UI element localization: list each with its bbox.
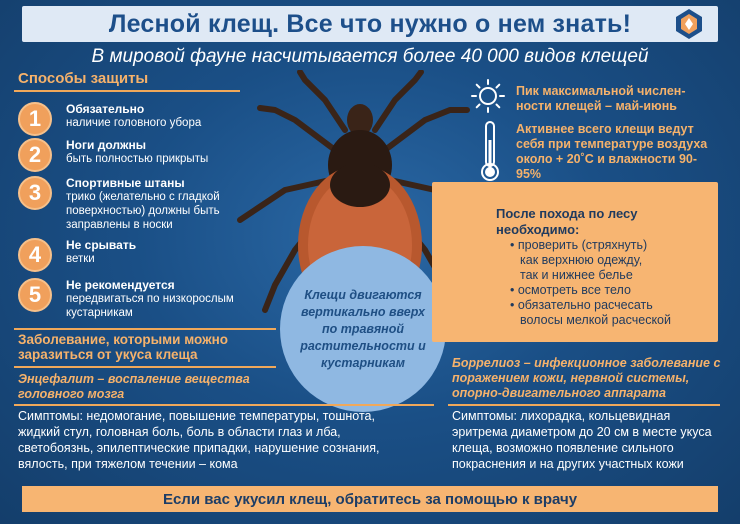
list-item: так и нижнее белье xyxy=(520,268,633,282)
protection-desc: ветки xyxy=(66,253,95,265)
borreliosis-title: Боррелиоз – инфекционное заболевание с поражением кожи, нервной системы, опорно-двигательного аппарата xyxy=(452,356,721,400)
diseases-heading: Заболевание, которыми можно заразиться от укуса клеща xyxy=(18,332,229,362)
divider xyxy=(14,404,434,406)
protection-heading: Способы защиты xyxy=(18,70,149,87)
protection-desc: передвигаться по низкорослым кустарникам xyxy=(66,293,234,319)
protection-title: Обязательно xyxy=(66,102,145,116)
emblem-icon xyxy=(674,8,704,40)
divider xyxy=(14,90,240,92)
thermometer-icon xyxy=(478,120,502,182)
protection-item xyxy=(18,176,246,232)
number-badge: 2 xyxy=(18,138,52,172)
protection-desc: быть полностью прикрыты xyxy=(66,153,209,165)
protection-title: Ноги должны xyxy=(66,138,146,152)
encephalitis-symptoms: Симптомы: недомогание, повышение температуры, тошнота, жидкий стул, головная боль, боль в области глаз и лба, светобоязнь, эпилептические припадки, нарушение сознания, вялость, при тяжелом течении – кома xyxy=(18,409,380,471)
protection-desc: наличие головного убора xyxy=(66,117,202,129)
number-badge: 1 xyxy=(18,102,52,136)
list-item: • проверить (стряхнуть) xyxy=(510,238,648,252)
list-item: • осмотреть все тело xyxy=(510,283,631,297)
list-item: как верхнюю одежду, xyxy=(520,253,643,267)
divider xyxy=(14,366,276,368)
protection-item xyxy=(18,138,266,172)
protection-title: Не рекомендуется xyxy=(66,278,175,292)
movement-info-text: Клещи двигаются вертикально вверх по травяной растительности и кустарникам xyxy=(300,287,426,370)
subtitle: В мировой фауне насчитывается более 40 000 видов клещей xyxy=(91,46,649,67)
protection-title: Не срывать xyxy=(66,238,137,252)
protection-item xyxy=(18,278,256,320)
number-badge: 3 xyxy=(18,176,52,210)
divider xyxy=(14,328,276,330)
peak-fact: Пик максимальной числен-ности клещей – май-июнь xyxy=(516,84,686,113)
page-title: Лесной клещ. Все что нужно о нем знать! xyxy=(108,9,632,38)
list-item: • обязательно расчесать xyxy=(510,298,653,312)
protection-item xyxy=(18,238,266,272)
borreliosis-symptoms: Симптомы: лихорадка, кольцевидная эритрема диаметром до 20 см в месте укуса клеща, возможно появление сильного покраснения и на других участных кожи xyxy=(452,409,712,471)
sun-icon xyxy=(470,78,506,114)
protection-desc: трико (желательно с гладкой поверхностью) должны быть заправлены в носки xyxy=(66,191,220,231)
title-bar xyxy=(22,6,718,42)
divider xyxy=(448,404,720,406)
footer-text: Если вас укусил клещ, обратитесь за помощью к врачу xyxy=(162,490,578,508)
encephalitis-title: Энцефалит – воспаление вещества головного мозга xyxy=(18,372,250,401)
list-item: волосы мелкой расческой xyxy=(520,313,671,327)
footer-bar xyxy=(22,486,718,512)
after-walk-list xyxy=(508,238,718,328)
movement-info-circle xyxy=(280,246,446,412)
number-badge: 4 xyxy=(18,238,52,272)
number-badge: 5 xyxy=(18,278,52,312)
activity-fact: Активнее всего клещи ведут себя при температуре воздуха около + 20˚С и влажности 90-95% xyxy=(516,122,708,181)
protection-item xyxy=(18,102,266,136)
after-walk-title: После похода по лесу необходимо: xyxy=(496,206,638,237)
protection-title: Спортивные штаны xyxy=(66,176,185,190)
